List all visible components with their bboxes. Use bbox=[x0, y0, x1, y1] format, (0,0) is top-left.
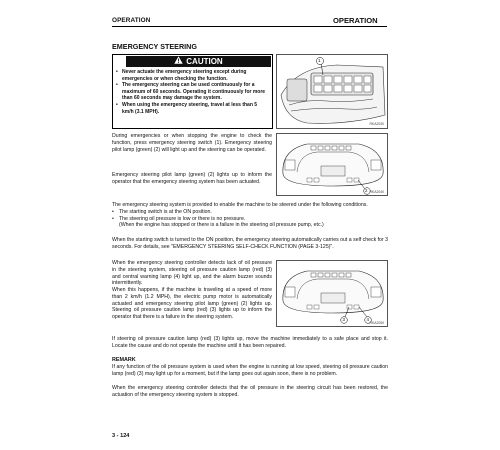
section-title: EMERGENCY STEERING bbox=[112, 42, 197, 51]
paragraph bbox=[112, 202, 388, 229]
remark-text: If any function of the oil pressure system is used when the engine is running at low speed, steering oil pressure caution lamp (red) (3) may light up for a moment, but if the lamp goes out again soon, there is no problem. bbox=[112, 364, 388, 377]
paragraph: When the starting switch is turned to the ON position, the emergency steering automatically carries out a self check for 3 seconds. For details, see "EMERGENCY STEERING SELF-CHECK FUNCTION (PAGE 3-125)". bbox=[112, 237, 388, 250]
header-right: OPERATION bbox=[333, 16, 378, 25]
paragraph: If steering oil pressure caution lamp (red) (3) lights up, move the machine immediately to a safe place and stop it. Locate the cause and do not operate the machine until it has been repaired. bbox=[112, 336, 388, 349]
paragraph-5: When the emergency steering controller detects lack of oil pressure in the steering system, steering oil pressure caution lamp (red) (3) and central warning lamp (4) light up, and the alarm buzzer sounds intermittently. bbox=[112, 260, 272, 287]
caution-item: • Never actuate the emergency steering except during emergencies or when checking the function. bbox=[116, 69, 270, 82]
conditions-intro: The emergency steering system is provided to enable the machine to be steered under the following conditions. bbox=[112, 202, 368, 208]
warning-triangle-icon bbox=[174, 56, 183, 67]
header-rule bbox=[112, 26, 387, 27]
paragraph: Emergency steering pilot lamp (green) (2) lights up to inform the operator that the emergency steering system has been actuated. bbox=[112, 172, 272, 185]
instrument-cluster-illustration bbox=[277, 134, 389, 197]
remark-label: REMARK bbox=[112, 357, 136, 363]
paragraph: During emergencies or when stopping the engine to check the function, press emergency steering switch (1). Emergency steering pilot lamp (green) (2) will light up and the steering can be operated. bbox=[112, 133, 272, 153]
callout-4: 4 bbox=[366, 317, 369, 322]
figure-code: RKA2040 bbox=[369, 190, 384, 194]
caution-item: • When using the emergency steering, travel at less than 5 km/h (3.1 MPH). bbox=[116, 102, 270, 115]
paragraph-6: When this happens, if the machine is traveling at a speed of more than 2 km/h (1.2 MPH), the electric pump motor is automatically actuated and emergency steering pilot lamp (green) (2) lights up. Steering oil pressure caution lamp (red) (3) lights up to inform the operator that there is a failure in the steering system. bbox=[112, 287, 272, 320]
page-number: 3 - 124 bbox=[112, 433, 130, 439]
condition-note: (When the engine has stopped or there is a failure in the steering oil pressure pump, etc.) bbox=[119, 222, 324, 229]
figure-instrument-cluster bbox=[276, 133, 388, 196]
header-left: OPERATION bbox=[112, 17, 151, 24]
caution-list bbox=[116, 69, 270, 115]
callout-1: 1 bbox=[318, 58, 321, 63]
paragraph: When the emergency steering controller detects that the oil pressure in the steering circuit has been restored, the actuation of the emergency steering system is stopped. bbox=[112, 385, 388, 398]
figure-caution-lamps bbox=[276, 260, 388, 327]
caution-label: CAUTION bbox=[186, 57, 223, 66]
caution-box bbox=[112, 54, 273, 129]
callout-2: 2 bbox=[365, 188, 368, 193]
figure-code: RKA2030 bbox=[369, 122, 384, 126]
paragraph bbox=[112, 260, 272, 321]
caution-bar bbox=[126, 56, 271, 67]
condition-item: • The steering oil pressure is low or there is no pressure. bbox=[112, 216, 388, 223]
condition-item: • The starting switch is at the ON position. bbox=[112, 209, 388, 216]
caution-lamps-illustration bbox=[277, 261, 389, 328]
figure-switch-panel bbox=[276, 54, 388, 129]
switch-panel-illustration bbox=[277, 55, 389, 130]
callout-3: 3 bbox=[342, 317, 345, 322]
caution-item: • The emergency steering can be used continuously for a maximum of 60 seconds. Operating it continuously for more than 60 seconds may damage the system. bbox=[116, 82, 270, 102]
figure-code: RKA2050 bbox=[369, 321, 384, 325]
